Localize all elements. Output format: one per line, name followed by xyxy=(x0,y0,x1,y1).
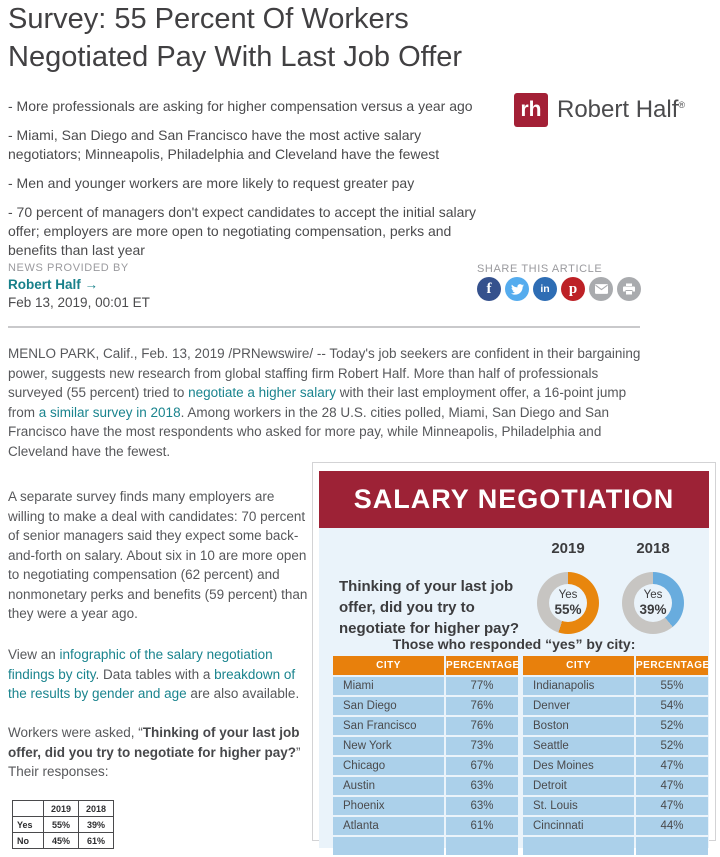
pct-cell xyxy=(636,837,708,855)
paragraph-text: . Data tables with a xyxy=(95,666,215,682)
row-label: No xyxy=(13,833,44,849)
pct-cell: 61% xyxy=(446,817,518,835)
rh-logo-mark-icon: rh xyxy=(514,93,548,127)
pct-cell: 67% xyxy=(446,757,518,775)
column-paragraph-employers: A separate survey finds many employers are willing to make a deal with candidates: 70 percent of senior managers said they expect some back-and-forth on salary. About six in 10 are more open to negotiating compensation (62 percent) and nonmonetary perks and benefits (59 percent) than they were a year ago. xyxy=(8,489,308,621)
table-row xyxy=(523,777,708,795)
pct-cell: 63% xyxy=(446,797,518,815)
city-cell: San Francisco xyxy=(333,717,444,735)
paragraph-text: Workers were asked, “ xyxy=(8,725,143,740)
news-provided-by-label: NEWS PROVIDED BY xyxy=(8,262,129,274)
table-row xyxy=(333,677,518,695)
page-title: Survey: 55 Percent Of Workers Negotiated Pay With Last Job Offer xyxy=(8,3,463,73)
pct-cell: 76% xyxy=(446,697,518,715)
section-divider xyxy=(8,326,640,328)
summary-bullet: - 70 percent of managers don't expect candidates to accept the initial salary offer; employers are more open to negotiating compensation, perks and benefits than last year xyxy=(8,204,477,258)
robert-half-logo[interactable] xyxy=(514,93,685,127)
column-header: 2018 xyxy=(79,801,114,817)
infographic-link[interactable]: infographic of the salary negotiation findings by city xyxy=(8,647,273,682)
share-article-label: SHARE THIS ARTICLE xyxy=(477,263,603,275)
cell-value: 61% xyxy=(79,833,114,849)
city-table-left xyxy=(333,656,518,857)
summary-bullet-list xyxy=(8,97,478,270)
table-row xyxy=(333,817,518,835)
infographic-banner xyxy=(319,471,709,528)
email-icon[interactable] xyxy=(589,277,613,301)
linkedin-icon[interactable]: in xyxy=(533,277,557,301)
donut-value: 55% xyxy=(554,601,582,617)
paragraph-text: . Among workers in the 28 U.S. cities polled, Miami, San Diego and San Francisco have the most respondents who asked for more pay, while Minneapolis, Philadelphia and Cleveland have the fewest. xyxy=(8,404,610,459)
article-paragraph xyxy=(8,344,644,462)
city-cell: Chicago xyxy=(333,757,444,775)
city-cell: Indianapolis xyxy=(523,677,634,695)
table-row xyxy=(523,677,708,695)
pct-cell: 52% xyxy=(636,717,708,735)
pct-cell: 47% xyxy=(636,777,708,795)
city-cell: Phoenix xyxy=(333,797,444,815)
empty-cell xyxy=(13,801,44,817)
summary-bullet: - More professionals are asking for higher compensation versus a year ago xyxy=(8,98,473,114)
infographic-body xyxy=(319,528,709,848)
pct-cell: 76% xyxy=(446,717,518,735)
print-icon[interactable] xyxy=(617,277,641,301)
paragraph-text: View an xyxy=(8,647,60,662)
donut-year-label: 2018 xyxy=(636,540,670,557)
donut-label: Yes xyxy=(643,588,663,601)
negotiate-salary-link[interactable]: negotiate a higher salary xyxy=(188,385,336,401)
similar-survey-link[interactable]: a similar survey in 2018 xyxy=(38,404,181,420)
table-header-row xyxy=(523,656,708,675)
table-row xyxy=(333,757,518,775)
salary-negotiation-infographic xyxy=(312,462,716,841)
summary-bullet: - Men and younger workers are more likely to request greater pay xyxy=(8,175,415,191)
infographic-question: Thinking of your last job offer, did you try to negotiate for higher pay? xyxy=(339,578,520,637)
donut-center xyxy=(634,584,672,622)
donut-year-label: 2019 xyxy=(551,540,585,557)
table-row xyxy=(523,757,708,775)
table-row xyxy=(523,737,708,755)
city-cell: Atlanta xyxy=(333,817,444,835)
table-row xyxy=(333,717,518,735)
city-cell: Denver xyxy=(523,697,634,715)
pct-cell: 52% xyxy=(636,737,708,755)
city-cell: Boston xyxy=(523,717,634,735)
table-row xyxy=(13,833,114,849)
pct-cell: 63% xyxy=(446,777,518,795)
city-cell: Des Moines xyxy=(523,757,634,775)
infographic-subtitle: Those who responded “yes” by city: xyxy=(392,636,636,652)
pct-cell: 77% xyxy=(446,677,518,695)
column-header: PERCENTAGE xyxy=(636,656,708,675)
table-row xyxy=(523,717,708,735)
pct-cell: 55% xyxy=(636,677,708,695)
row-label: Yes xyxy=(13,817,44,833)
breakdown-link[interactable]: breakdown of the results by gender and age xyxy=(8,666,296,701)
registered-mark: ® xyxy=(678,100,686,110)
city-cell: Miami xyxy=(333,677,444,695)
table-header-row xyxy=(333,656,518,675)
table-row xyxy=(523,817,708,835)
pct-cell: 54% xyxy=(636,697,708,715)
city-cell: St. Louis xyxy=(523,797,634,815)
table-row xyxy=(13,801,114,817)
table-row xyxy=(523,797,708,815)
source-link[interactable]: Robert Half → xyxy=(8,277,99,292)
pct-cell: 47% xyxy=(636,797,708,815)
city-cell: New York xyxy=(333,737,444,755)
paragraph-text: ” Their responses: xyxy=(8,744,301,779)
share-icon-row xyxy=(477,277,641,301)
survey-question-bold: Thinking of your last job offer, did you try to negotiate for higher pay? xyxy=(8,725,300,760)
donut-label: Yes xyxy=(558,588,578,601)
pinterest-icon[interactable]: p xyxy=(561,277,585,301)
city-cell xyxy=(333,837,444,855)
table-row xyxy=(333,697,518,715)
table-row xyxy=(333,737,518,755)
city-cell: Austin xyxy=(333,777,444,795)
pct-cell xyxy=(446,837,518,855)
cell-value: 39% xyxy=(79,817,114,833)
column-paragraph-question xyxy=(8,723,308,782)
pct-cell: 44% xyxy=(636,817,708,835)
paragraph-text: MENLO PARK, Calif., Feb. 13, 2019 /PRNewswire/ -- Today's job seekers are confident in their bargaining power, suggests new research from global staffing firm Robert Half. More than half of professionals surveyed (55 percent) tried to xyxy=(8,346,641,401)
donut-chart-2019 xyxy=(537,572,599,634)
city-cell: Cincinnati xyxy=(523,817,634,835)
donut-center xyxy=(549,584,587,622)
table-row xyxy=(333,797,518,815)
table-row xyxy=(13,817,114,833)
city-cell: Detroit xyxy=(523,777,634,795)
table-row xyxy=(523,837,708,855)
table-row xyxy=(333,837,518,855)
cell-value: 45% xyxy=(44,833,79,849)
logo-wordmark: Robert Half® xyxy=(557,96,686,123)
city-cell: Seattle xyxy=(523,737,634,755)
column-paragraph-resources xyxy=(8,645,308,704)
summary-bullet: - Miami, San Diego and San Francisco have the most active salary negotiators; Minneapolis, Philadelphia and Cleveland have the fewest xyxy=(8,127,440,162)
donut-value: 39% xyxy=(639,601,667,617)
paragraph-text: are also available. xyxy=(186,686,300,701)
column-header: CITY xyxy=(333,656,444,675)
paragraph-text: with their last employment offer, a 16-point jump from xyxy=(8,385,627,420)
city-table-right xyxy=(523,656,708,857)
city-cell xyxy=(523,837,634,855)
pct-cell: 47% xyxy=(636,757,708,775)
twitter-icon[interactable] xyxy=(505,277,529,301)
table-row xyxy=(523,697,708,715)
table-row xyxy=(333,777,518,795)
facebook-icon[interactable]: f xyxy=(477,277,501,301)
cell-value: 55% xyxy=(44,817,79,833)
donut-chart-2018 xyxy=(622,572,684,634)
publish-date: Feb 13, 2019, 00:01 ET xyxy=(8,295,150,310)
mini-results-table xyxy=(12,800,114,849)
city-cell: San Diego xyxy=(333,697,444,715)
column-header: PERCENTAGE xyxy=(446,656,518,675)
column-header: 2019 xyxy=(44,801,79,817)
pct-cell: 73% xyxy=(446,737,518,755)
column-header: CITY xyxy=(523,656,634,675)
infographic-title: SALARY NEGOTIATION xyxy=(353,484,675,514)
